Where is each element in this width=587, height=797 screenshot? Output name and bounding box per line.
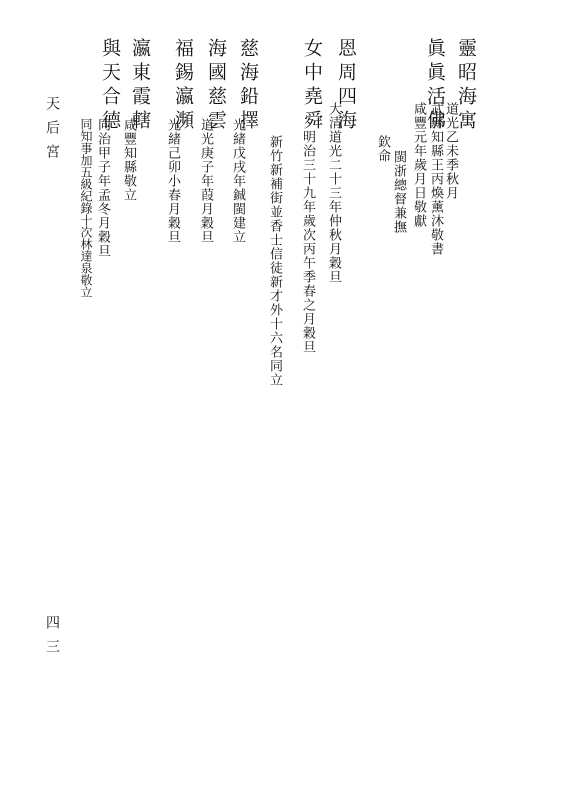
column-02: 道光乙未季秋月: [443, 102, 458, 200]
column-05: 咸豐元年歲月日敬獻: [411, 102, 426, 228]
column-22: 同治甲子年孟冬月穀旦: [95, 118, 110, 258]
column-10: 女中堯舜: [301, 38, 323, 134]
column-06: 欽命: [375, 135, 390, 163]
column-23: 同知事加五級紀錄十次林達泉敬立: [79, 118, 93, 298]
column-12: 新竹新補街並香士信徒新才外十六名同立: [267, 135, 282, 387]
page-number: 四三: [44, 615, 60, 663]
column-20: 咸豐知縣敬立: [121, 118, 136, 202]
column-03: 武縣知縣王丙煥薰沐敬書: [428, 102, 443, 256]
column-04: 眞眞活佛: [424, 38, 446, 134]
column-14: 光緒戊戌年鋮閩建立: [230, 118, 245, 244]
column-07: 閩浙總督兼撫: [391, 150, 406, 234]
column-08: 恩周四海: [335, 38, 357, 134]
column-09: 大清道光二十三年仲秋月穀旦: [326, 102, 341, 284]
column-15: 海國慈雲: [205, 38, 227, 134]
column-01: 靈昭海寓: [455, 38, 477, 134]
column-21: 與天合德: [99, 38, 121, 134]
column-17: 福錫瀛瀕: [172, 38, 194, 134]
column-16: 道光庚子年葭月穀旦: [198, 118, 213, 244]
side-label: 天后宮: [44, 96, 60, 168]
column-18: 光緒己卯小春月穀旦: [165, 118, 180, 244]
column-19: 瀛東霞轄: [129, 38, 151, 134]
column-11: 明治三十九年歲次丙午季春之月穀旦: [300, 130, 315, 354]
column-13: 慈海鉛擇: [237, 38, 259, 134]
